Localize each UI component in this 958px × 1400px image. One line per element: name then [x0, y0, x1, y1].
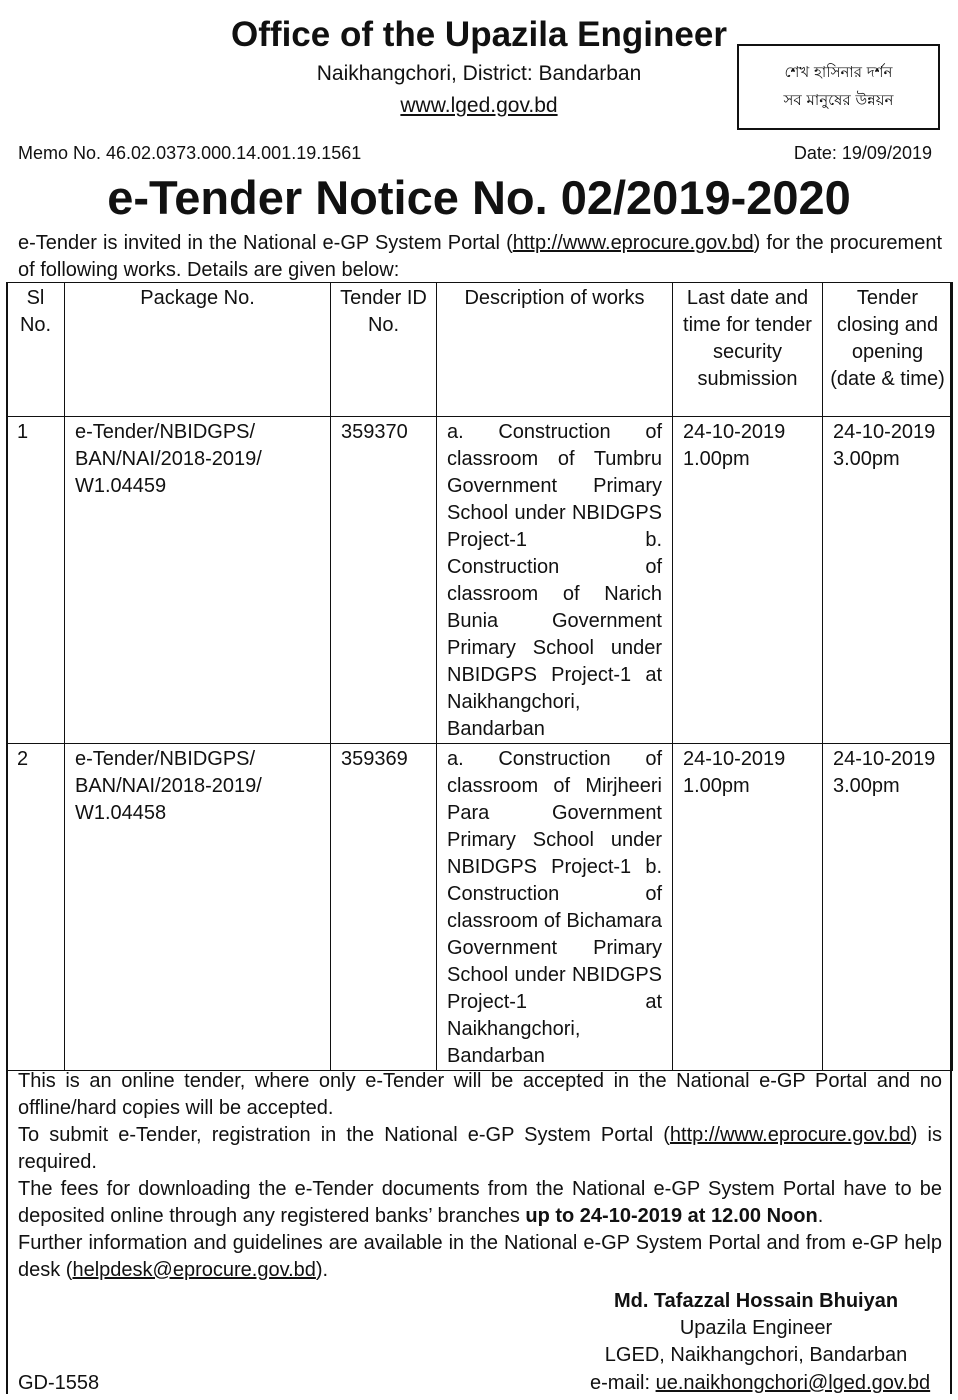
row-tender-id: 359370 — [331, 417, 437, 744]
column-header-security-date: Last date and time for tender security submission — [673, 283, 823, 417]
security-time: 1.00pm — [683, 448, 750, 470]
row-security-date — [673, 417, 823, 744]
column-header-tender-id: Tender ID No. — [331, 283, 437, 417]
signatory-office: LGED, Naikhangchori, Bandarban — [604, 1344, 908, 1366]
office-address: Naikhangchori, District: Bandarban — [316, 62, 642, 85]
slogan-box — [737, 44, 940, 130]
closing-time: 3.00pm — [833, 448, 900, 470]
signatory-name: Md. Tafazzal Hossain Bhuiyan — [613, 1290, 899, 1312]
footer-text: The fees for downloading the e-Tender documents from the National e-GP System Portal have to be deposited online through any registered banks’ branches — [18, 1178, 942, 1227]
signature-block — [594, 1288, 918, 1369]
column-header-sl: Sl No. — [7, 283, 65, 417]
row-tender-id: 359369 — [331, 744, 437, 1071]
eprocure-link[interactable]: http://www.eprocure.gov.bd — [512, 232, 754, 254]
security-date: 24-10-2019 — [683, 748, 786, 770]
row-closing-date — [823, 417, 953, 744]
column-header-description: Description of works — [437, 283, 673, 417]
row-closing-date — [823, 744, 953, 1071]
row-security-date — [673, 744, 823, 1071]
row-sl: 2 — [7, 744, 65, 1071]
table-row — [7, 417, 953, 744]
footer-text: Further information and guidelines are available in the National e-GP System Portal and from e-GP help desk ( — [18, 1232, 942, 1281]
row-sl: 1 — [7, 417, 65, 744]
closing-date: 24-10-2019 — [833, 421, 936, 443]
row-package: e-Tender/NBIDGPS/ BAN/NAI/2018-2019/ W1.04459 — [65, 417, 331, 744]
gd-number: GD-1558 — [18, 1372, 100, 1394]
eprocure-link[interactable]: http://www.eprocure.gov.bd — [669, 1124, 911, 1146]
signatory-email — [590, 1370, 930, 1397]
footer-text: ) is required. — [18, 1124, 942, 1173]
email-label: e-mail: — [590, 1372, 656, 1394]
closing-time: 3.00pm — [833, 775, 900, 797]
column-header-package: Package No. — [65, 283, 331, 417]
row-description: a. Construction of classroom of Mirjheeri Para Government Primary School under NBIDGPS Project-1 b. Construction of classroom of Bichamara Government Primary School under NBIDGPS Project-1 at Naikhangchori, Bandarban — [437, 744, 673, 1071]
footer-paragraph-fees — [18, 1176, 942, 1230]
footer-text: ). — [315, 1259, 329, 1281]
notice-date: Date: 19/09/2019 — [793, 143, 932, 163]
signatory-email-link[interactable]: ue.naikhongchori@lged.gov.bd — [655, 1372, 931, 1394]
notice-title: e-Tender Notice No. 02/2019-2020 — [107, 171, 851, 224]
helpdesk-email-link[interactable]: helpdesk@eprocure.gov.bd — [72, 1259, 316, 1281]
security-date: 24-10-2019 — [683, 421, 786, 443]
table-header-row — [7, 283, 953, 417]
signatory-designation: Upazila Engineer — [679, 1317, 833, 1339]
footer-text: . — [817, 1205, 824, 1227]
footer-paragraph-registration — [18, 1122, 942, 1176]
intro-text-after: ) for the procurement of following works. Details are given below: — [18, 232, 943, 281]
row-package: e-Tender/NBIDGPS/ BAN/NAI/2018-2019/ W1.04458 — [65, 744, 331, 1071]
intro-text-before: e-Tender is invited in the National e-GP System Portal ( — [18, 232, 513, 254]
intro-paragraph — [18, 230, 942, 284]
footer-notes — [18, 1068, 942, 1284]
office-website-link[interactable]: www.lged.gov.bd — [400, 94, 558, 117]
footer-paragraph-online: This is an online tender, where only e-Tender will be accepted in the National e-GP Portal and no offline/hard copies will be accepted. — [18, 1070, 942, 1119]
footer-text: To submit e-Tender, registration in the National e-GP System Portal ( — [18, 1124, 670, 1146]
slogan-line-1: শেখ হাসিনার দর্শন — [784, 63, 893, 81]
fee-deadline: up to 24-10-2019 at 12.00 Noon — [525, 1205, 818, 1227]
office-title: Office of the Upazila Engineer — [231, 15, 727, 54]
table-row — [7, 744, 953, 1071]
row-description: a. Construction of classroom of Tumbru Government Primary School under NBIDGPS Project-1 b. Construction of classroom of Narich Bunia Government Primary School under NBIDGPS Project-1 at Naikhangchori, Bandarban — [437, 417, 673, 744]
memo-number: Memo No. 46.02.0373.000.14.001.19.1561 — [18, 143, 362, 163]
footer-paragraph-helpdesk — [18, 1230, 942, 1284]
slogan-line-2: সব মানুষের উন্নয়ন — [783, 91, 894, 109]
closing-date: 24-10-2019 — [833, 748, 936, 770]
column-header-closing-date: Tender closing and opening (date & time) — [823, 283, 953, 417]
tender-table — [6, 282, 953, 1071]
security-time: 1.00pm — [683, 775, 750, 797]
